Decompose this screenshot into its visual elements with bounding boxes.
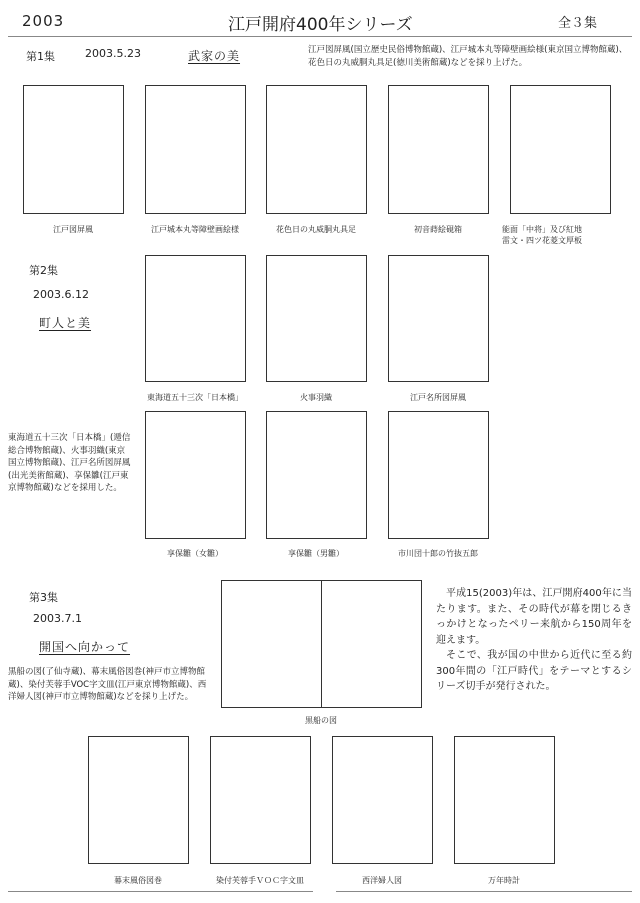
set1-title: 武家の美 <box>188 49 241 63</box>
set2-caption: 江戸名所図屏風 <box>410 393 466 402</box>
set3-caption: 幕末風俗図巻 <box>114 876 162 885</box>
set1-stamp-armor <box>266 85 367 214</box>
set1-caption: 花色日の丸威胴丸具足 <box>276 225 356 234</box>
set3-description: 黒船の図(了仙寺蔵)、幕末風俗図巻(神戸市立博物館蔵)、染付芙蓉手VOC字文皿(江戸東京博物館蔵)、西洋婦人図(神戸市立博物館蔵)などを採り上げた。 <box>8 667 207 702</box>
set2-title: 町人と美 <box>39 316 92 330</box>
footer-divider-right <box>336 891 632 892</box>
set1-caption: 江戸城本丸等障壁画絵様 <box>151 225 239 234</box>
page-year: 2003 <box>22 12 65 30</box>
set2-date: 2003.6.12 <box>33 288 89 301</box>
set3-pair-caption: 黒船の図 <box>305 716 337 725</box>
set2-stamp-kyoho-male-doll <box>266 411 367 539</box>
set1-stamp-edo-screen <box>23 85 124 214</box>
caption-line: 能面「中将」及び紅地 <box>502 225 582 234</box>
set2-label: 第2集 <box>29 264 58 277</box>
set3-caption: 万年時計 <box>488 876 520 885</box>
intro-paragraph: そこで、我が国の中世から近代に至る約300年間の「江戸時代」をテーマとするシリーズ切手が発行された。 <box>436 650 632 692</box>
set3-stamp-bakumatsu-scroll <box>88 736 189 864</box>
set3-date: 2003.7.1 <box>33 612 82 625</box>
set2-caption: 東海道五十三次「日本橋」 <box>147 393 243 402</box>
set-count: 全３集 <box>558 16 598 31</box>
set2-caption: 享保雛（男雛） <box>288 549 344 558</box>
set3-title: 開国へ向かって <box>39 640 131 654</box>
set3-stamp-perpetual-clock <box>454 736 555 864</box>
intro-paragraph: 平成15(2003)年は、江戸開府400年に当たります。また、その時代が幕を閉じるきっかけとなったペリー来航から150周年を迎えます。 <box>436 588 632 646</box>
set1-description: 江戸図屏風(国立歴史民俗博物館蔵)、江戸城本丸等障壁画絵様(東京国立博物館蔵)、花色日の丸威胴丸具足(徳川美術館蔵)などを採り上げた。 <box>308 45 628 68</box>
set3-stamp-voc-plate <box>210 736 311 864</box>
set2-description: 東海道五十三次「日本橋」(逓信総合博物館蔵)、火事羽織(東京国立博物館蔵)、江戸名所図屏風(出光美術館蔵)、享保雛(江戸東京博物館蔵)などを採用した。 <box>8 433 131 493</box>
set1-stamp-castle-painting <box>145 85 246 214</box>
set2-stamp-danjuro <box>388 411 489 539</box>
set3-caption: 西洋婦人図 <box>362 876 402 885</box>
set1-caption: 初音蒔絵硯箱 <box>414 225 462 234</box>
header-divider <box>8 36 632 37</box>
set3-label: 第3集 <box>29 591 58 604</box>
set2-stamp-kyoho-female-doll <box>145 411 246 539</box>
set2-stamp-fire-coat <box>266 255 367 382</box>
set2-caption: 火事羽織 <box>300 393 332 402</box>
set2-caption: 市川団十郎の竹抜五郎 <box>398 549 478 558</box>
set1-label: 第1集 <box>26 50 55 63</box>
caption-line: 雷文・四ツ花菱文厚板 <box>502 236 582 245</box>
set3-stamp-black-ship-pair <box>221 580 422 708</box>
set1-caption: 江戸図屏風 <box>53 225 93 234</box>
intro-text <box>436 586 632 695</box>
set3-stamp-western-woman <box>332 736 433 864</box>
set1-stamp-noh-mask <box>510 85 611 214</box>
set1-stamp-inkstone-box <box>388 85 489 214</box>
pair-divider <box>321 581 322 707</box>
set2-stamp-edo-places-screen <box>388 255 489 382</box>
set1-caption-noh <box>502 224 622 246</box>
set1-date: 2003.5.23 <box>85 47 141 60</box>
set3-caption: 染付芙蓉手ＶＯＣ字文皿 <box>216 876 304 885</box>
footer-divider-left <box>8 891 313 892</box>
set2-caption: 享保雛（女雛） <box>167 549 223 558</box>
page-title: 江戸開府400年シリーズ <box>228 15 413 35</box>
set2-stamp-nihonbashi <box>145 255 246 382</box>
